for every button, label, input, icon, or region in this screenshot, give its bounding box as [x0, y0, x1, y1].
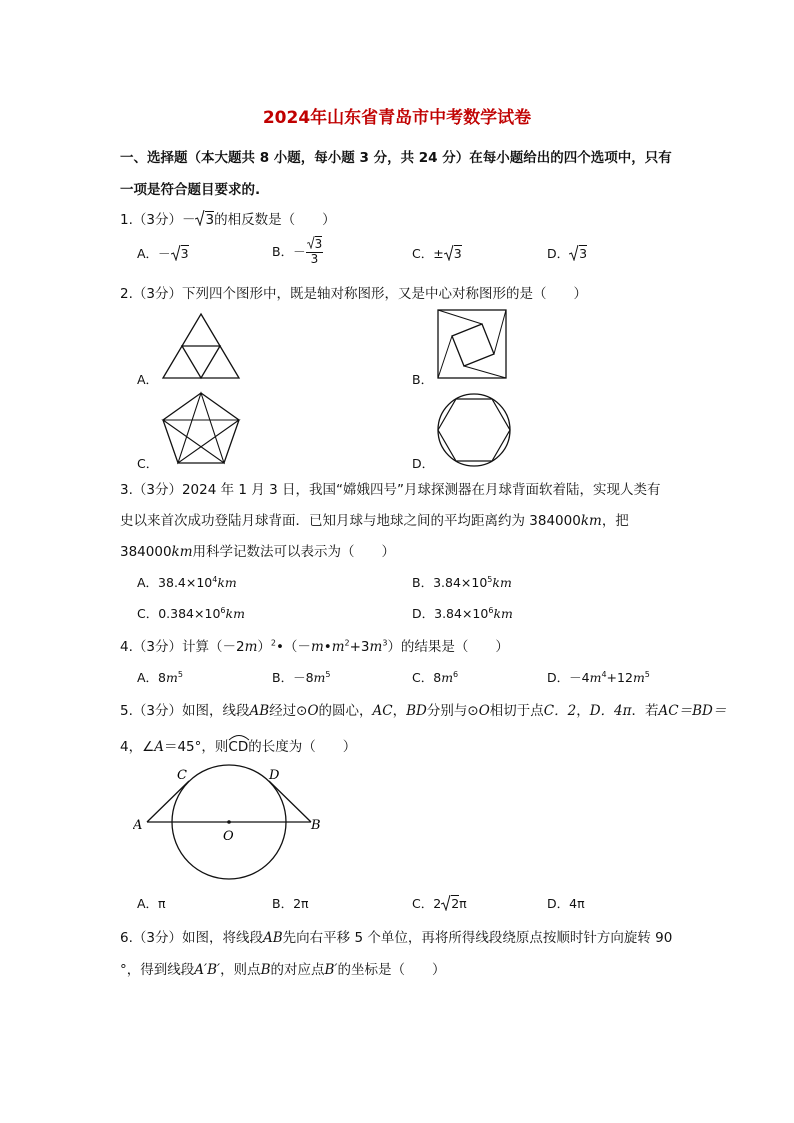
q6-text: 的对应点 [270, 962, 325, 978]
q1-option-c[interactable] [412, 244, 462, 264]
q3-c-text: C．0.384×10 [137, 606, 221, 621]
q1-a-radicand: 3 [180, 246, 189, 261]
q4-var-m: m [632, 670, 645, 685]
label-a: A [133, 818, 143, 833]
q2-option-a[interactable]: A． [137, 372, 159, 387]
q5-c-pi: π [459, 896, 467, 911]
q3-b-text: B．3.84×10 [412, 575, 488, 590]
q2-stem: 2.（3分）下列四个图形中，既是轴对称图形，又是中心对称图形的是（ ） [120, 286, 587, 302]
q2-figure-d-circle-hexagon [436, 392, 512, 468]
q6-text: ，则点 [220, 962, 261, 978]
sqrt-symbol [569, 245, 579, 264]
q5-line2 [120, 735, 356, 755]
q5-var: D．4π [589, 703, 632, 719]
q3-c-unit: km [225, 606, 245, 621]
q5-text: 4，∠ [120, 739, 155, 755]
q5-var: O [307, 703, 319, 719]
q5-arc-cd [228, 739, 248, 755]
q4-d-text: D．－4 [547, 670, 590, 685]
q4-var-m: m [331, 639, 345, 655]
q5-text: ＝45°，则 [163, 739, 229, 755]
q1-option-d[interactable] [547, 244, 587, 264]
q3-line3-end: 用科学记数法可以表示为（ ） [192, 544, 396, 560]
q4-square-exp: 2 [270, 638, 276, 648]
q1-d-label: D． [547, 246, 570, 261]
q4-stem-a: 4.（3分）计算（－2 [120, 639, 245, 655]
q1-c-label: C．± [412, 246, 444, 261]
sqrt-symbol [195, 210, 205, 230]
q4-var-m: m [441, 670, 454, 685]
q5-text: ， [576, 703, 590, 719]
q5-circle-tangent-figure [133, 762, 333, 884]
q6-text: 6.（3分）如图，将线段 [120, 930, 263, 946]
q4-m3-exp: 3 [382, 638, 388, 648]
q4-option-b[interactable] [272, 668, 330, 686]
q3-option-b[interactable] [412, 573, 512, 591]
q5-text: ， [392, 703, 407, 719]
q3-line3-number: 384000 [120, 544, 172, 560]
q3-a-text: A．38.4×10 [137, 575, 213, 590]
q1-a-label: A．－ [137, 246, 171, 261]
section-heading-line1: 一、选择题（本大题共 8 小题，每小题 3 分，共 24 分）在每小题给出的四个选项中，只有 [120, 150, 672, 166]
page-title: 2024年山东省青岛市中考数学试卷 [262, 108, 532, 128]
q4-var-m: m [313, 670, 326, 685]
q4-d-exp1: 4 [601, 669, 607, 679]
q5-text: 的圆心， [318, 703, 373, 719]
q3-a-unit: km [217, 575, 237, 590]
q5-text: 的长度为（ ） [248, 739, 357, 755]
q5-c-radicand: 2 [451, 896, 460, 911]
q6-var: AB [262, 930, 283, 946]
q5-option-c[interactable] [412, 894, 467, 914]
q4-option-c[interactable] [412, 668, 458, 686]
sqrt-symbol [171, 245, 181, 264]
q6-text: °，得到线段 [120, 962, 195, 978]
q4-stem-e: +3 [349, 639, 370, 655]
q4-var-m: m [369, 639, 383, 655]
q3-b-exp: 5 [487, 574, 493, 584]
q3-c-exp: 6 [220, 605, 226, 615]
q1-option-b[interactable] [272, 236, 323, 266]
q4-stem-b: ） [257, 639, 271, 655]
sqrt-symbol [441, 895, 451, 914]
q6-var: B′ [324, 962, 338, 978]
q4-b-text: B．－8 [272, 670, 314, 685]
q4-var-m: m [166, 670, 178, 685]
q4-var-m: m [310, 639, 324, 655]
label-c: C [177, 768, 187, 783]
q1-b-denominator: 3 [310, 252, 319, 266]
q5-var: BD [406, 703, 427, 719]
q1-b-fraction [306, 236, 324, 266]
label-d: D [269, 768, 280, 783]
q1-radicand: 3 [205, 212, 215, 228]
q3-line2 [120, 509, 629, 529]
q3-a-exp: 4 [212, 574, 218, 584]
q5-var: O [478, 703, 490, 719]
q6-text: 先向右平移 5 个单位，再将所得线段绕原点按顺时针方向旋转 90 [282, 930, 673, 946]
q3-option-c[interactable] [137, 604, 245, 622]
q4-d-mid: +12 [606, 670, 633, 685]
q1-prefix: 1.（3分）－ [120, 212, 196, 228]
q1-stem [120, 208, 336, 230]
q6-var: B [260, 962, 271, 978]
q4-d-exp2: 5 [644, 669, 650, 679]
q4-stem-f: ）的结果是（ ） [387, 639, 509, 655]
q4-c-exp: 6 [453, 669, 459, 679]
q6-line1 [120, 926, 672, 946]
q5-var: C．2 [543, 703, 577, 719]
q4-m2-exp: 2 [344, 638, 350, 648]
q3-line3-unit: km [171, 544, 193, 560]
q5-line1 [120, 699, 726, 719]
q3-d-text: D．3.84×10 [412, 606, 489, 621]
q4-a-text: A．8 [137, 670, 167, 685]
q5-option-d[interactable]: D．4π [547, 896, 585, 911]
q5-text: ．若 [631, 703, 659, 719]
q4-option-a[interactable] [137, 668, 183, 686]
q5-arc-label: CD [228, 739, 249, 755]
q3-d-exp: 6 [488, 605, 494, 615]
q3-line3 [120, 540, 395, 560]
q3-b-unit: km [492, 575, 512, 590]
q1-suffix: 的相反数是（ ） [214, 212, 336, 228]
q3-option-a[interactable] [137, 573, 237, 591]
q6-line2 [120, 958, 445, 978]
q4-stem [120, 635, 509, 655]
q2-figure-c-pentagon-star [160, 390, 242, 466]
q2-figure-a-triangle [160, 312, 242, 380]
q3-line2-text: 史以来首次成功登陆月球背面．已知月球与地球之间的平均距离约为 384000 [120, 513, 581, 529]
q5-var: A [154, 739, 164, 755]
q5-var: AB [249, 703, 270, 719]
q5-text: 相切于点 [489, 703, 544, 719]
q3-line1: 3.（3分）2024 年 1 月 3 日，我国“嫦娥四号”月球探测器在月球背面软着陆，实现人类有 [120, 482, 661, 498]
q5-option-a[interactable]: A．π [137, 896, 166, 911]
q4-stem-d: • [323, 639, 332, 655]
q5-var: AC [372, 703, 393, 719]
q4-b-exp: 5 [325, 669, 331, 679]
q5-c-text: C．2 [412, 896, 442, 911]
q2-option-c[interactable]: C． [137, 456, 159, 471]
q3-d-unit: km [493, 606, 513, 621]
q1-b-numerator: 3 [314, 236, 323, 251]
q3-line2-unit: km [580, 513, 602, 529]
q2-option-d[interactable]: D． [412, 456, 435, 471]
q5-text: 5.（3分）如图，线段 [120, 703, 250, 719]
label-b: B [311, 818, 321, 833]
q5-option-b[interactable]: B．2π [272, 896, 309, 911]
q5-text: 经过⊙ [269, 703, 308, 719]
q6-var: A′B′ [194, 962, 221, 978]
q1-d-radicand: 3 [579, 246, 588, 261]
q5-var: AC＝BD＝ [658, 703, 727, 719]
q4-a-exp: 5 [177, 669, 183, 679]
q1-b-label: B．－ [272, 244, 306, 259]
q4-stem-c: •（－ [275, 639, 311, 655]
sqrt-symbol [307, 236, 315, 252]
q4-option-d[interactable] [547, 668, 650, 686]
q3-option-d[interactable] [412, 604, 513, 622]
label-o: O [223, 829, 234, 844]
q4-var-m: m [244, 639, 258, 655]
q6-text: 的坐标是（ ） [337, 962, 446, 978]
q3-line2-end: ，把 [601, 513, 629, 529]
q1-c-radicand: 3 [453, 246, 462, 261]
q5-text: 分别与⊙ [426, 703, 479, 719]
q1-option-a[interactable] [137, 244, 189, 264]
section-heading-line2: 一项是符合题目要求的. [120, 182, 261, 198]
sqrt-symbol [444, 245, 454, 264]
arc-symbol [228, 733, 250, 741]
q4-var-m: m [589, 670, 602, 685]
q2-option-b[interactable]: B． [412, 372, 434, 387]
q4-c-text: C．8 [412, 670, 442, 685]
q2-figure-b-square [436, 308, 508, 380]
